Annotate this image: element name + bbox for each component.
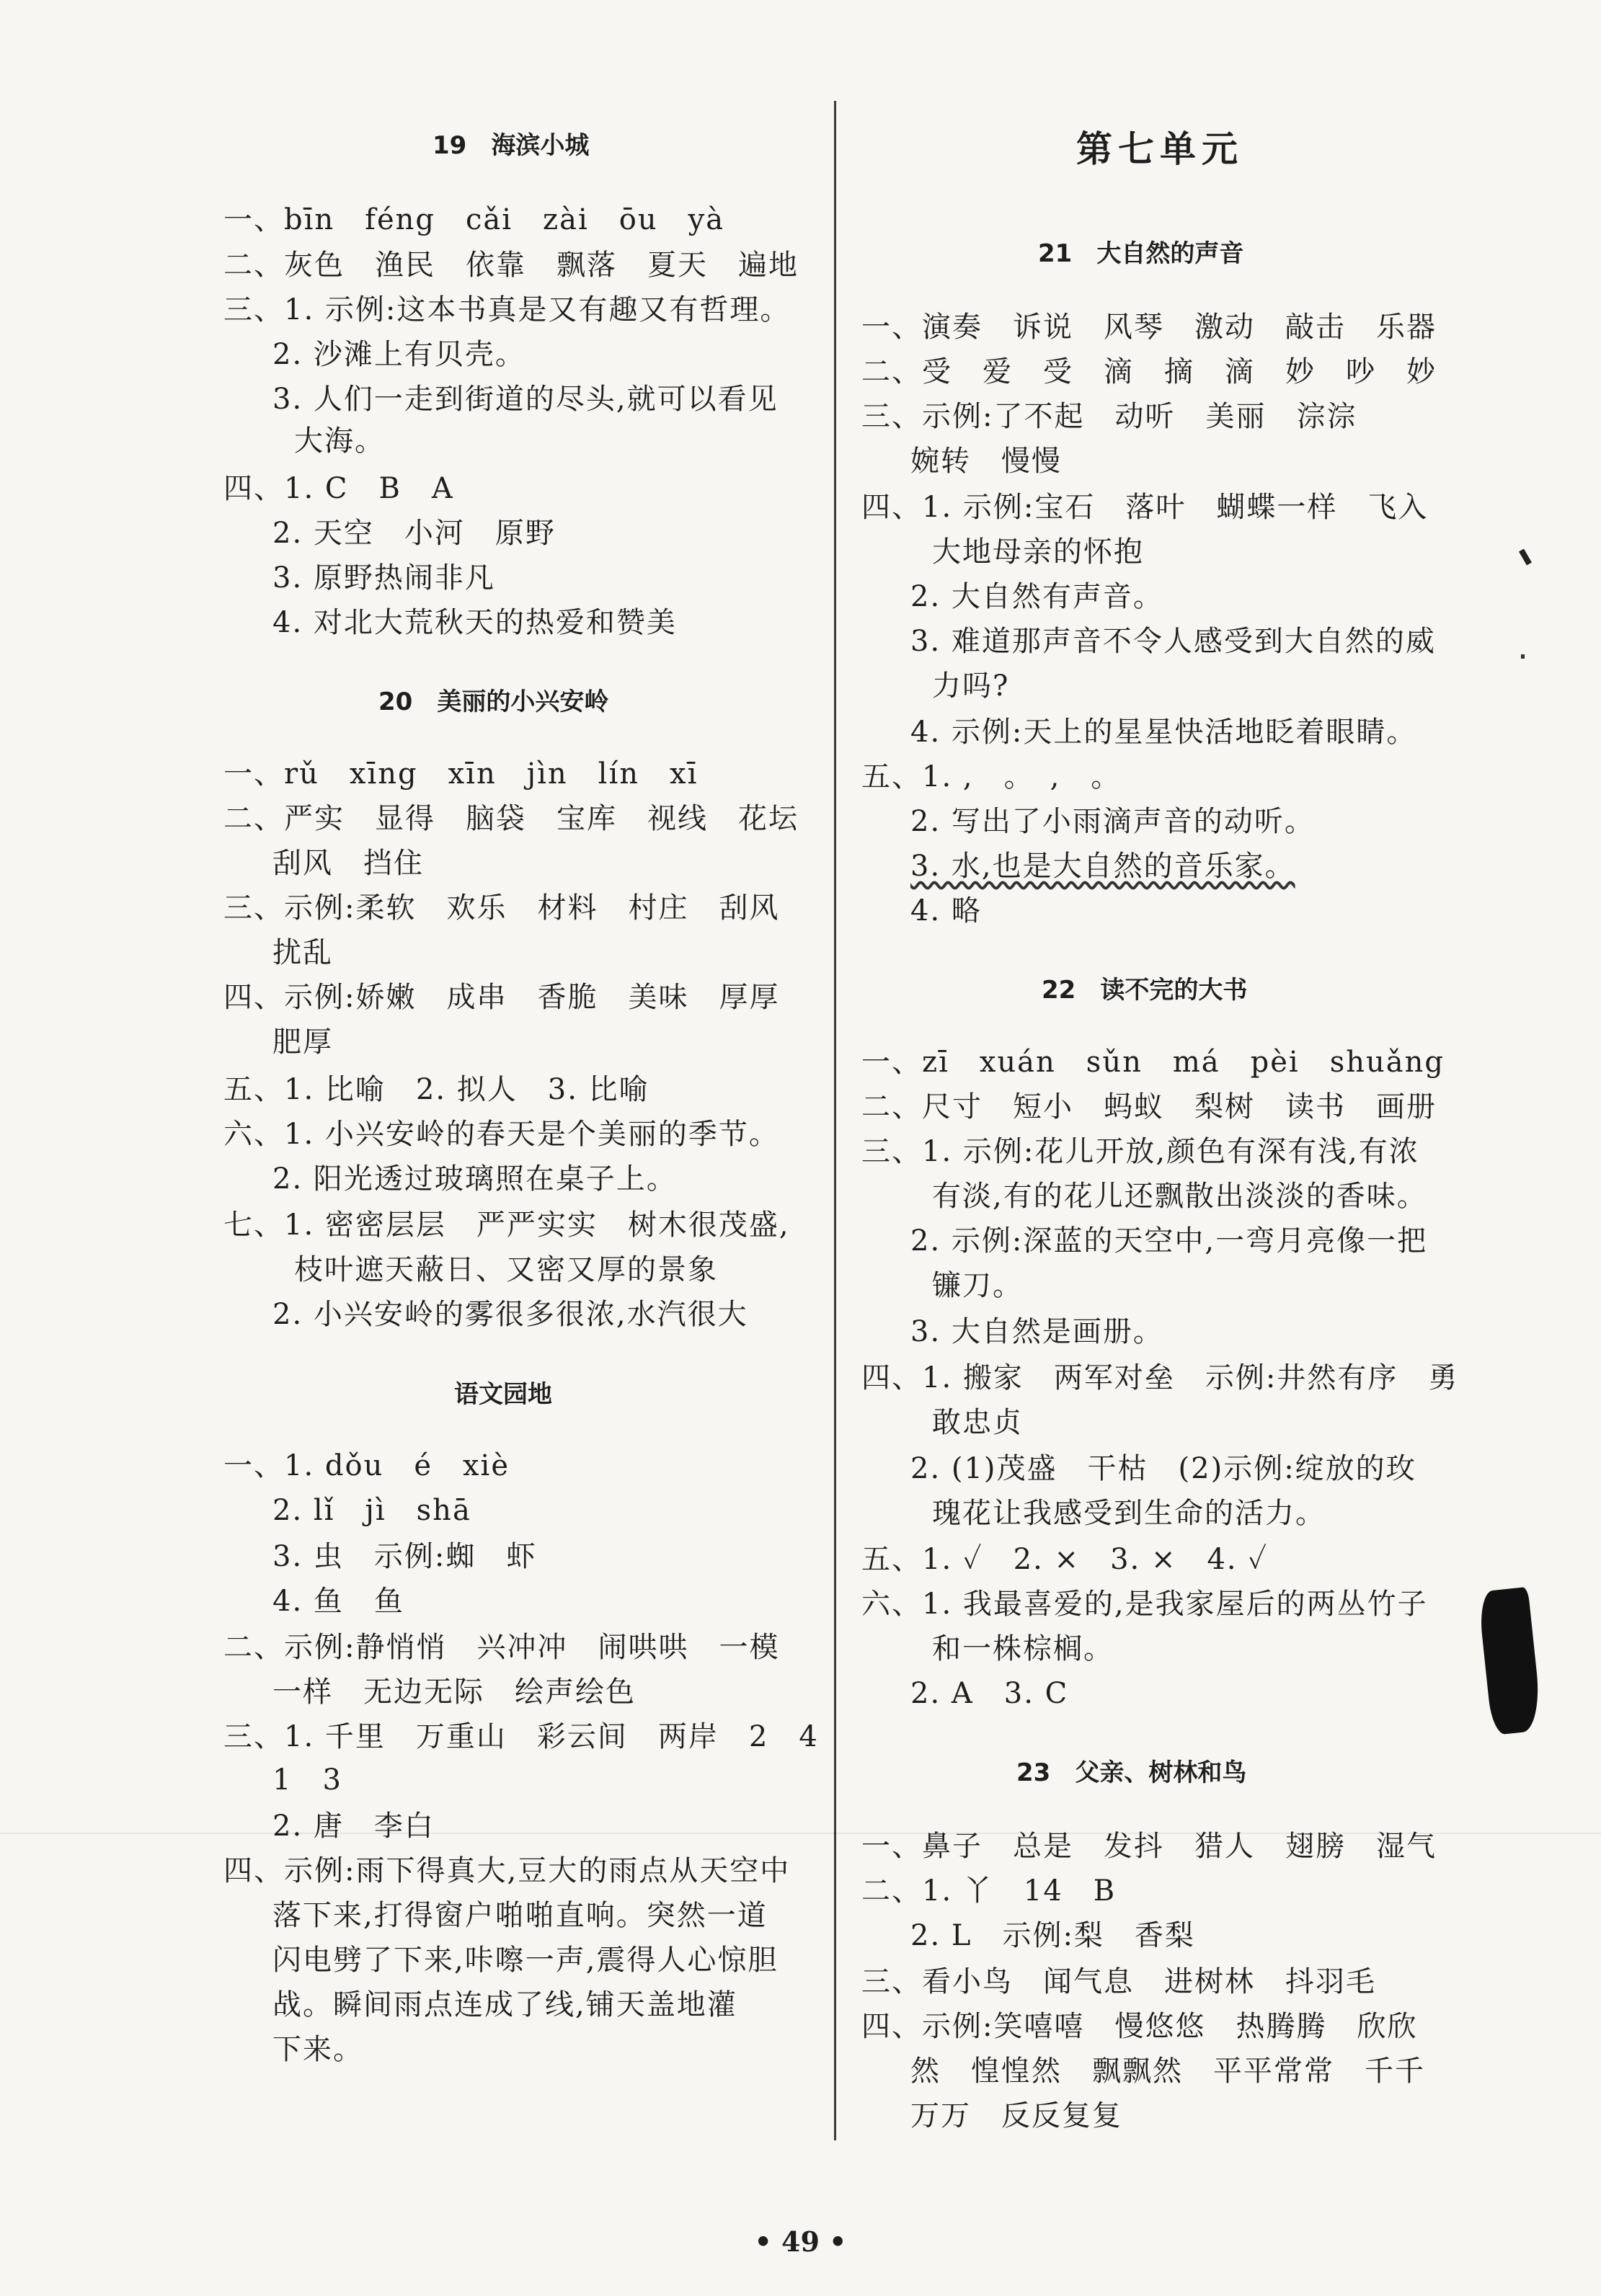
answer-line: 4. 示例:天上的星星快活地眨着眼睛。 xyxy=(910,716,1417,749)
answer-line: 三、1. 千里 万重山 彩云间 两岸 2 4 xyxy=(223,1720,819,1753)
ink-mark xyxy=(1521,654,1525,659)
answer-line: 二、示例:静悄悄 兴冲冲 闹哄哄 一模 xyxy=(223,1631,780,1664)
answer-line: 2. L 示例:梨 香梨 xyxy=(910,1919,1195,1952)
answer-line: 1 3 xyxy=(272,1763,342,1797)
answer-line: 2. A 3. C xyxy=(910,1677,1069,1710)
answer-line: 一、zī xuán sǔn má pèi shuǎng xyxy=(861,1046,1445,1079)
answer-line: 一、鼻子 总是 发抖 猎人 翅膀 湿气 xyxy=(861,1830,1437,1863)
answer-line: 2. 示例:深蓝的天空中,一弯月亮像一把 xyxy=(910,1224,1428,1258)
answer-line: 3. 原野热闹非凡 xyxy=(272,561,495,595)
answer-line: 一、rǔ xīng xīn jìn lín xī xyxy=(223,757,699,791)
answer-line: 落下来,打得窗户啪啪直响。突然一道 xyxy=(272,1899,768,1932)
answer-line: 二、尺寸 短小 蚂蚁 梨树 读书 画册 xyxy=(861,1090,1437,1123)
answer-line: 4. 对北大荒秋天的热爱和赞美 xyxy=(272,606,677,639)
answer-line: 五、1. 比喻 2. 拟人 3. 比喻 xyxy=(223,1073,649,1106)
answer-line: 四、1. 搬家 两军对垒 示例:井然有序 勇 xyxy=(861,1361,1459,1394)
lesson-20-title: 20 美丽的小兴安岭 xyxy=(378,688,609,716)
answer-line: 2. 阳光透过玻璃照在桌子上。 xyxy=(272,1162,677,1196)
answer-line: 一样 无边无际 绘声绘色 xyxy=(272,1676,636,1709)
answer-line: 三、示例:柔软 欢乐 材料 村庄 刮风 xyxy=(223,891,780,925)
answer-line: 一、1. dǒu é xiè xyxy=(223,1449,510,1482)
answer-line: 2. 沙滩上有贝壳。 xyxy=(272,338,525,371)
answer-line: 四、1. 示例:宝石 落叶 蝴蝶一样 飞入 xyxy=(861,491,1429,524)
answer-line: 3. 人们一走到街道的尽头,就可以看见 xyxy=(272,383,779,416)
answer-line: 2. 写出了小雨滴声音的动听。 xyxy=(910,805,1315,838)
answer-line: 敢忠贞 xyxy=(932,1406,1023,1439)
answer-line: 一、bīn féng cǎi zài ōu yà xyxy=(223,203,725,236)
answer-line: 2. 小兴安岭的雾很多很浓,水汽很大 xyxy=(272,1298,748,1331)
answer-line: 万万 反反复复 xyxy=(910,2099,1122,2132)
answer-line: 战。瞬间雨点连成了线,铺天盖地灌 xyxy=(272,1988,737,2021)
answer-line: 三、看小鸟 闻气息 进树林 抖羽毛 xyxy=(861,1965,1376,1998)
answer-line: 婉转 慢慢 xyxy=(910,445,1062,478)
answer-line: 枝叶遮天蔽日、又密又厚的景象 xyxy=(294,1253,718,1286)
answer-line: 二、灰色 渔民 依靠 飘落 夏天 遍地 xyxy=(223,249,799,282)
answer-line: 有淡,有的花儿还飘散出淡淡的香味。 xyxy=(932,1180,1427,1213)
answer-line: 3. 大自然是画册。 xyxy=(910,1315,1163,1348)
answer-line: 三、1. 示例:花儿开放,颜色有深有浅,有浓 xyxy=(861,1135,1419,1168)
column-divider xyxy=(834,101,836,2140)
answer-line: 大地母亲的怀抱 xyxy=(932,535,1144,569)
answer-line: 五、1. ✓ 2. × 3. × 4. ✓ xyxy=(861,1543,1269,1576)
answer-line: 闪电劈了下来,咔嚓一声,震得人心惊胆 xyxy=(272,1944,779,1977)
answer-line: 四、示例:雨下得真大,豆大的雨点从天空中 xyxy=(223,1854,791,1887)
answer-line: 四、示例:笑嘻嘻 慢悠悠 热腾腾 欣欣 xyxy=(861,2010,1418,2043)
answer-line: 2. (1)茂盛 干枯 (2)示例:绽放的玫 xyxy=(910,1452,1416,1485)
answer-line: 4. 略 xyxy=(910,894,982,927)
answer-line: 3. 虫 示例:蜘 虾 xyxy=(272,1540,537,1573)
answer-line: 三、示例:了不起 动听 美丽 淙淙 xyxy=(861,400,1357,433)
answer-line: 2. 天空 小河 原野 xyxy=(272,517,556,550)
answer-line: 四、1. C B A xyxy=(223,472,454,505)
answer-line: 六、1. 小兴安岭的春天是个美丽的季节。 xyxy=(223,1118,779,1151)
answer-line: 二、受 爱 受 滴 摘 滴 妙 吵 妙 xyxy=(861,355,1437,388)
unit-title: 第七单元 xyxy=(1076,128,1243,170)
answer-line: 三、1. 示例:这本书真是又有趣又有哲理。 xyxy=(223,293,791,326)
ink-stain xyxy=(1478,1587,1543,1735)
answer-line: 肥厚 xyxy=(272,1025,333,1059)
answer-line: 四、示例:娇嫩 成串 香脆 美味 厚厚 xyxy=(223,981,780,1014)
lesson-21-title: 21 大自然的声音 xyxy=(1038,239,1244,268)
answer-line: 一、演奏 诉说 风琴 激动 敲击 乐器 xyxy=(861,311,1437,344)
answer-line: 六、1. 我最喜爱的,是我家屋后的两丛竹子 xyxy=(861,1588,1428,1621)
answer-line: 和一株棕榈。 xyxy=(932,1632,1114,1665)
answer-line: 扰乱 xyxy=(272,936,333,969)
ink-mark xyxy=(1519,548,1532,565)
answer-line: 大海。 xyxy=(294,424,385,458)
answer-line: 瑰花让我感受到生命的活力。 xyxy=(932,1497,1326,1530)
page-number: • 49 • xyxy=(754,2225,847,2258)
garden-title: 语文园地 xyxy=(454,1380,552,1409)
lesson-22-title: 22 读不完的大书 xyxy=(1042,976,1248,1005)
answer-line: 五、1. , 。 , 。 xyxy=(861,760,1122,793)
answer-line: 镰刀。 xyxy=(932,1269,1023,1302)
answer-line: 2. lǐ jì shā xyxy=(272,1494,471,1527)
answer-line: 二、1. 丫 14 B xyxy=(861,1874,1117,1908)
answer-line: 力吗? xyxy=(932,669,1010,703)
answer-line: 七、1. 密密层层 严严实实 树木很茂盛, xyxy=(223,1209,790,1242)
answer-line: 3. 难道那声音不令人感受到大自然的威 xyxy=(910,625,1436,658)
answer-line: 2. 唐 李白 xyxy=(272,1810,435,1843)
answer-line: 2. 大自然有声音。 xyxy=(910,580,1163,613)
answer-line: 二、严实 显得 脑袋 宝库 视线 花坛 xyxy=(223,802,799,835)
answer-line: 下来。 xyxy=(272,2033,363,2066)
answer-line: 然 惶惶然 飘飘然 平平常常 千千 xyxy=(910,2055,1425,2088)
answer-line: 刮风 挡住 xyxy=(272,847,424,880)
answer-line: 3. 水,也是大自然的音乐家。 xyxy=(910,850,1295,883)
lesson-23-title: 23 父亲、树林和鸟 xyxy=(1016,1758,1247,1787)
answer-line: 4. 鱼 鱼 xyxy=(272,1585,404,1618)
lesson-19-title: 19 海滨小城 xyxy=(433,131,590,160)
